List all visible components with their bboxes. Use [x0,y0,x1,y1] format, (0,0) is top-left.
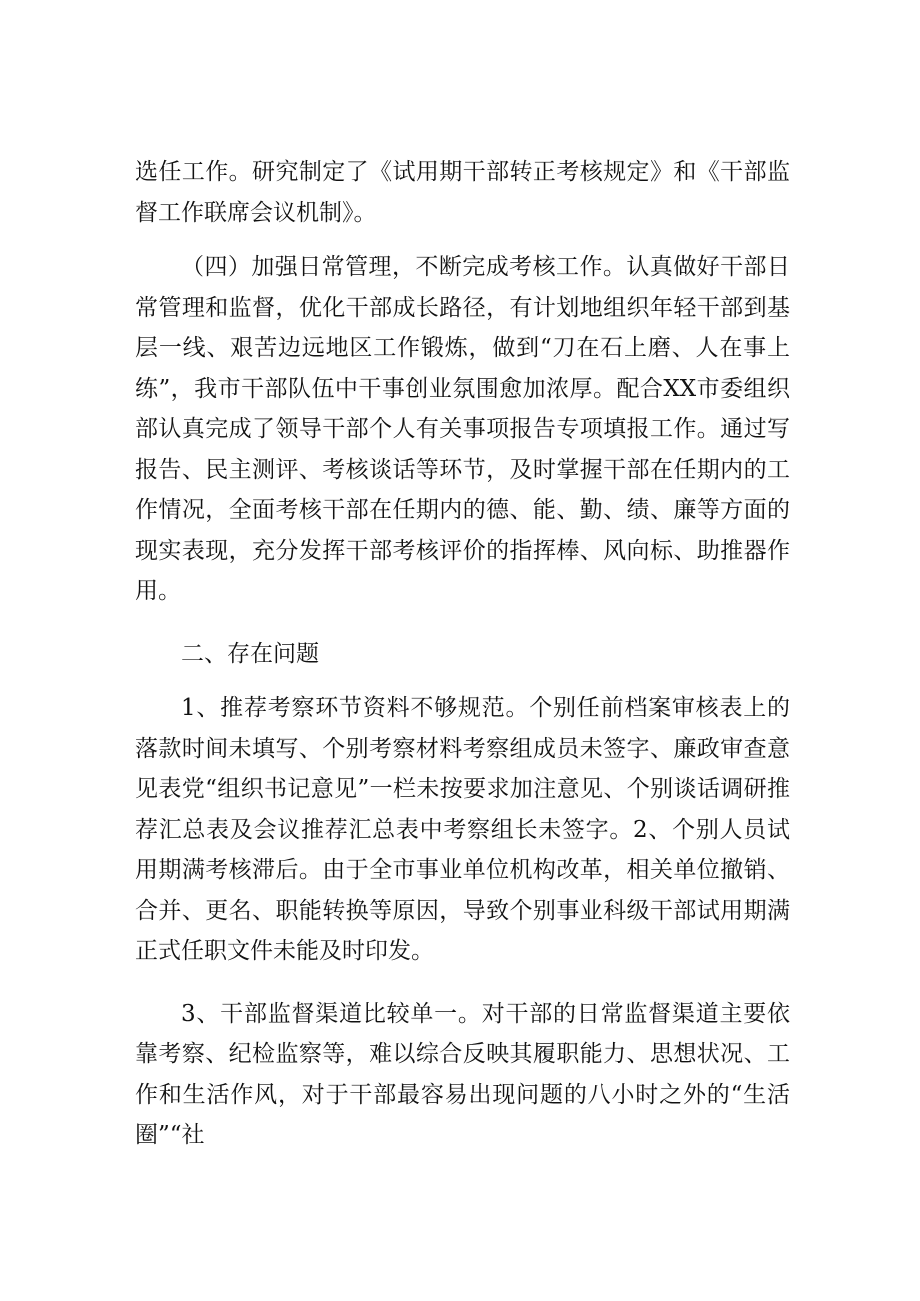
paragraph-daily-management: （四）加强日常管理，不断完成考核工作。认真做好干部日常管理和监督，优化干部成长路径，有计划地组织年轻干部到基层一线、艰苦边远地区工作锻炼，做到“刀在石上磨、人在事上练”，我市干部队伍中干事创业氛围愈加浓厚。配合XX市委组织部认真完成了领导干部个人有关事项报告专项填报工作。通过写报告、民主测评、考核谈话等环节，及时掌握干部在任期内的工作情况，全面考核干部在任期内的德、能、勤、绩、廉等方面的现实表现，充分发挥干部考核评价的指挥棒、风向标、助推器作用。 [135,254,790,604]
document-body [135,152,790,1156]
paragraph-problems-1-2: 1、推荐考察环节资料不够规范。个别任前档案审核表上的落款时间未填写、个别考察材料考察组成员未签字、廉政审查意见表党“组织书记意见”一栏未按要求加注意见、个别谈话调研推荐汇总表及会议推荐汇总表中考察组长未签字。2、个别人员试用期满考核滞后。由于全市事业单位机构改革，相关单位撤销、合并、更名、职能转换等原因，导致个别事业科级干部试用期满正式任职文件未能及时印发。 [135,695,790,964]
paragraph-continuation: 选任工作。研究制定了《试用期干部转正考核规定》和《干部监督工作联席会议机制》。 [135,159,790,226]
paragraph-problem-3: 3、干部监督渠道比较单一。对干部的日常监督渠道主要依靠考察、纪检监察等，难以综合反映其履职能力、思想状况、工作和生活作风，对于干部最容易出现问题的八小时之外的“生活圈”“社 [135,1000,790,1148]
section-heading-existing-problems: 二、存在问题 [181,640,319,667]
